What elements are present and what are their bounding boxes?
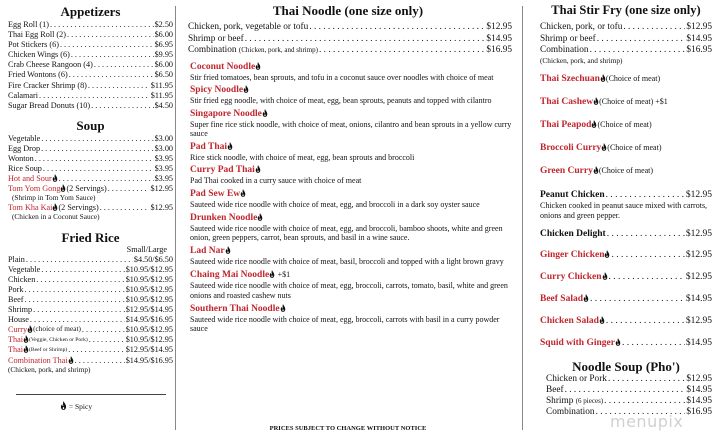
flame-icon xyxy=(255,165,261,173)
list-item: Shrimp . . . $12.95/$14.95 xyxy=(8,305,173,315)
list-item: Tom Yom Gong (2 Servings) . . . $12.95 xyxy=(8,184,173,194)
middle-column xyxy=(180,0,516,432)
list-item: Shrimp or beef . . . $14.95 xyxy=(188,34,512,46)
list-item: Thai Szechuan (Choice of meat) xyxy=(540,74,661,84)
fried-rice-size-header: Small/Large xyxy=(126,244,167,254)
stir-fry-choice-list xyxy=(540,73,712,177)
flame-icon xyxy=(240,189,246,197)
list-item: Chicken Salad . . . $12.95 xyxy=(540,316,712,327)
price-disclaimer: PRICES SUBJECT TO CHANGE WITHOUT NOTICE xyxy=(269,425,427,432)
flame-icon xyxy=(60,401,67,410)
list-item: Rice Soup . . . $3.95 xyxy=(8,164,173,174)
list-item: Beef Salad . . . $14.95 xyxy=(540,294,712,305)
list-item: Combination (Chicken, pork, and shrimp) . . . $16.95 xyxy=(188,45,512,57)
list-item: Chicken, pork, or tofu . . . $12.95 xyxy=(540,22,712,34)
list-item: Fire Cracker Shrimp (8) . . . $11.95 xyxy=(8,81,173,91)
flame-icon xyxy=(243,85,249,93)
flame-icon xyxy=(68,356,74,364)
list-item: Curry Chicken . . . $12.95 xyxy=(540,272,712,283)
list-item: Egg Roll (1) . . . $2.50 xyxy=(8,20,173,30)
list-item: Chicken or Pork . . . $12.95 xyxy=(546,374,712,385)
list-item: Pork . . . $10.95/$12.95 xyxy=(8,285,173,295)
dish-description: Chicken cooked in peanut sauce mixed with carrots, onions and green pepper. xyxy=(540,201,708,220)
stir-fry-priced-list xyxy=(540,250,712,349)
list-item: Curry (choice of meat) . . . $10.95/$12.95 xyxy=(8,325,173,335)
list-item: Combination . . . $16.95 xyxy=(546,407,712,418)
list-item: Crab Cheese Rangoon (4) . . . $6.00 xyxy=(8,60,173,70)
soup-list xyxy=(8,134,173,222)
thai-noodle-title: Thai Noodle (one size only) xyxy=(272,3,424,18)
column-divider xyxy=(522,6,523,430)
flame-icon xyxy=(227,142,233,150)
list-item: Thai (Veggie, Chicken or Pork) . . . $10.95/$12.95 xyxy=(8,335,173,345)
right-column xyxy=(540,0,712,418)
list-item: Vegetable . . . $10.95/$12.95 xyxy=(8,265,173,275)
item-note: (Shrimp in Tom Yom Sauce) xyxy=(12,193,96,203)
list-item: Pot Stickers (6) . . . $6.95 xyxy=(8,40,173,50)
list-item: Thai Egg Roll (2) . . . $6.00 xyxy=(8,30,173,40)
menu-dish: Southern Thai Noodle Sauteed wide rice noodle with choice of meat, egg, broccoli, carrots with basil in a curry powder sauce xyxy=(190,303,500,334)
list-item: Green Curry (Choice of meat) xyxy=(540,166,654,176)
list-item: Shrimp or beef . . . $14.95 xyxy=(540,34,712,46)
menu-dish: Singapore Noodle Super fine rice stick noodle, with choice of meat, onions, cilantro and bean sprouts in a yellow curry sauce xyxy=(190,108,512,139)
watermark: menupix xyxy=(610,412,684,431)
flame-icon xyxy=(255,62,261,70)
menu-dish: Pad Sew Ew Sauteed wide rice noodle with choice of meat, egg, and broccoli in a dark soy oyster sauce xyxy=(190,189,480,210)
spicy-legend: = Spicy xyxy=(8,401,173,412)
pho-title: Noodle Soup (Pho') xyxy=(572,359,680,375)
flame-icon xyxy=(225,246,231,254)
flame-icon xyxy=(269,270,275,278)
list-item: Tom Kha Kai (2 Servings) . . . $12.95 xyxy=(8,203,173,213)
list-item: Thai Cashew (Choice of meat) +$1 xyxy=(540,97,668,107)
menu-dish: Spicy Noodle Stir fried egg noodle, with choice of meat, egg, bean sprouts, peanuts and topped with cilantro xyxy=(190,85,492,106)
appetizers-list xyxy=(8,20,173,111)
list-item: Combination Thai . . . $14.95/$16.95 xyxy=(8,356,173,366)
list-item: Plain . . . $4.50/$6.50 xyxy=(8,255,173,265)
list-item: Thai (Beef or Shrimp) . . . $12.95/$14.95 xyxy=(8,345,173,355)
list-item: Fried Wontons (6) . . . $6.50 xyxy=(8,70,173,80)
item-note: (Chicken, pork, and shrimp) xyxy=(8,364,91,374)
stir-fry-title: Thai Stir Fry (one size only) xyxy=(551,3,701,17)
list-item: Shrimp (6 pieces) . . . $14.95 xyxy=(546,396,712,407)
flame-icon xyxy=(604,250,610,258)
thai-noodle-prices xyxy=(180,22,516,57)
list-item: Calamari . . . $11.95 xyxy=(8,91,173,101)
fried-rice-list xyxy=(8,255,173,375)
list-item: Sugar Bread Donuts (10) . . . $4.50 xyxy=(8,101,173,111)
item-note: (Chicken in a Coconut Sauce) xyxy=(12,212,100,221)
list-item: Broccoli Curry (Choice of meat) xyxy=(540,143,662,153)
flame-icon xyxy=(52,174,58,182)
menu-dish: Coconut Noodle Stir fried tomatoes, bean sprouts, and tofu in a coconut sauce over noodles with choice of meat xyxy=(190,61,494,82)
flame-icon xyxy=(599,316,605,324)
list-item: Chicken, pork, vegetable or tofu . . . $12.95 xyxy=(188,22,512,34)
menu-dish: Lad Nar Sauteed wide rice noodle with choice of meat, basil, broccoli and topped with a light brown gravy xyxy=(190,245,504,266)
list-item: Chicken Delight . . . $12.95 xyxy=(540,229,712,240)
list-item: House . . . $14.95/$16.95 xyxy=(8,315,173,325)
legend-divider xyxy=(16,394,166,395)
appetizers-title: Appetizers xyxy=(60,4,121,19)
stir-fry-prices xyxy=(540,22,712,65)
menu-dish: Chaing Mai Noodle +$1 Sauteed wide rice noodle with choice of meat, egg, broccoli, carrots, tomato, basil, white and green onions and roasted cashew nuts xyxy=(190,270,508,301)
flame-icon xyxy=(280,304,286,312)
list-item: Chicken Wings (6) . . . $9.95 xyxy=(8,50,173,60)
flame-icon xyxy=(583,294,589,302)
menu-dish: Drunken Noodle Sauteed wide rice noodle with choice of meat, egg, and broccoli, bamboo shoots, white and green onion, green peppers, carrot, bean sprouts, and basil in a wine sauce. xyxy=(190,212,503,243)
menu-dish: Curry Pad Thai Pad Thai cooked in a curry sauce with choice of meat xyxy=(190,165,362,186)
flame-icon xyxy=(262,109,268,117)
list-item: Squid with Ginger . . . $14.95 xyxy=(540,338,712,349)
flame-icon xyxy=(257,213,263,221)
list-item: Wonton . . . $3.95 xyxy=(8,154,173,164)
list-item: Ginger Chicken . . . $12.95 xyxy=(540,250,712,261)
list-item: Beef . . . $14.95 xyxy=(546,385,712,396)
list-item: Beef . . . $10.95/$12.95 xyxy=(8,295,173,305)
peanut-chicken: Peanut Chicken . . . $12.95 Chicken cooked in peanut sauce mixed with carrots, onions and green pepper. xyxy=(540,190,712,220)
flame-icon xyxy=(602,272,608,280)
flame-icon xyxy=(615,338,621,346)
list-item: Combination . . . $16.95 xyxy=(540,45,712,57)
list-item: Vegetable . . . $3.00 xyxy=(8,134,173,144)
left-column xyxy=(8,0,173,412)
list-item: Egg Drop . . . $3.00 xyxy=(8,144,173,154)
list-item: Hot and Sour . . . $3.95 xyxy=(8,174,173,184)
list-item: Thai Peapod (Choice of meat) xyxy=(540,120,652,130)
item-note: (Chicken, pork, and shrimp) xyxy=(540,55,623,65)
menu-dish: Pad Thai Rice stick noodle, with choice of meat, egg, bean sprouts and broccoli xyxy=(190,141,415,162)
column-divider xyxy=(175,6,176,430)
list-item: Chicken . . . $10.95/$12.95 xyxy=(8,275,173,285)
fried-rice-title: Fried Rice xyxy=(61,229,120,245)
thai-noodle-dishes xyxy=(180,57,516,334)
soup-title: Soup xyxy=(76,117,105,133)
